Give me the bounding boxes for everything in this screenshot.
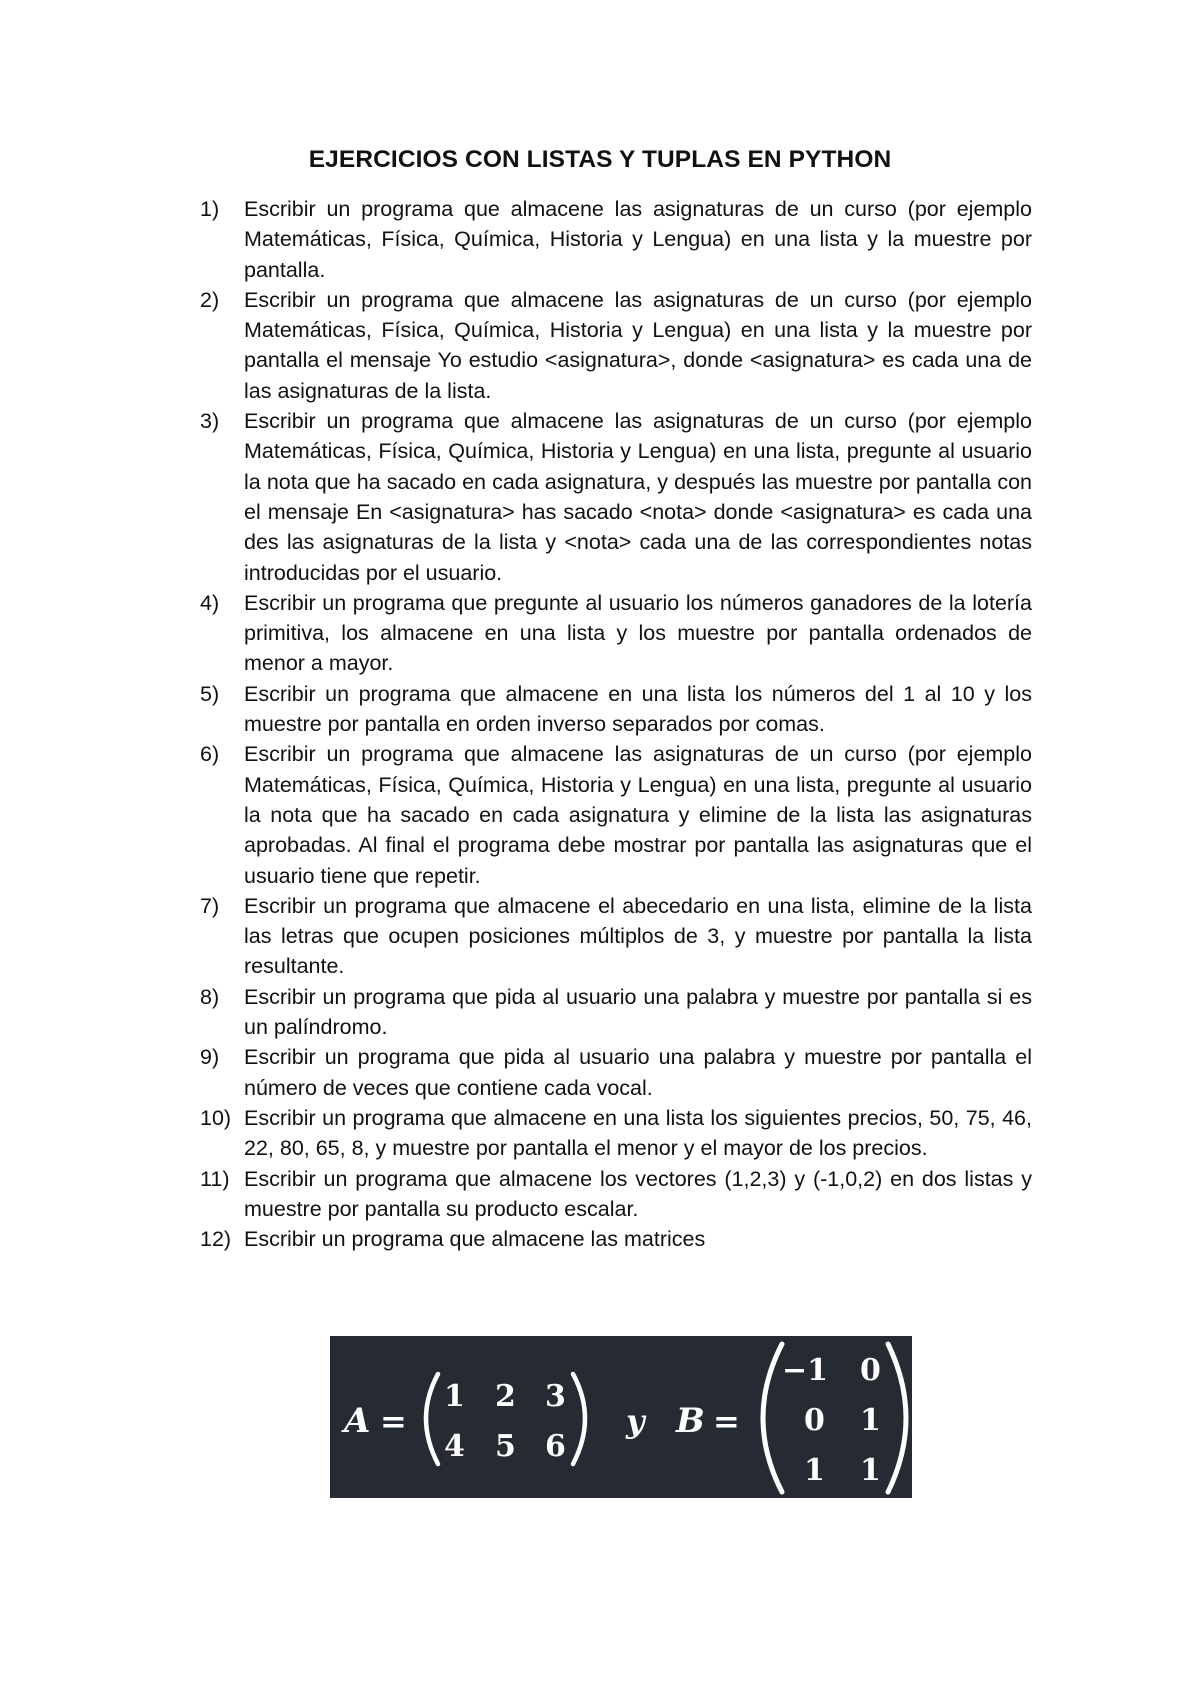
matrix-b-right-paren [888,1344,906,1492]
matrix-a-cell: 5 [495,1429,516,1464]
exercise-text: Escribir un programa que almacene las asignaturas de un curso (por ejemplo Matemáticas, Física, Química, Historia y Lengua) en una lista, pregunte al usuario la nota que ha sacado en cada asignatura y elimine de la lista las asignaturas aprobadas. Al final el programa debe mostrar por pantalla las asignaturas que el usuario tiene que repetir. [244,742,1032,888]
matrix-formula [330,1336,912,1498]
exercise-text: Escribir un programa que almacene las asignaturas de un curso (por ejemplo Matemáticas, Física, Química, Historia y Lengua) en una lista y la muestre por pantalla. [244,197,1032,282]
matrix-a-cell: 6 [545,1429,566,1464]
exercise-number: 5) [200,681,220,706]
matrix-a-cell: 1 [444,1379,465,1414]
exercise-number: 3) [200,409,220,434]
exercise-number: 6) [200,742,220,767]
exercise-list [200,194,1032,1254]
exercise-text: Escribir un programa que pida al usuario una palabra y muestre por pantalla si es un palíndromo. [244,984,1032,1040]
exercise-number: 7) [200,893,220,918]
matrix-b-cell: 1 [860,1453,881,1488]
exercise-text: Escribir un programa que almacene las asignaturas de un curso (por ejemplo Matemáticas, Física, Química, Historia y Lengua) en una lista y la muestre por pantalla el mensaje Yo estudio <asignatura>, donde <asignatura> es cada una de las asignaturas de la lista. [244,287,1032,403]
exercise-item [200,1164,1032,1225]
exercise-item [200,588,1032,679]
matrix-b-cell: 0 [804,1403,825,1438]
matrix-a-cell: 2 [495,1379,516,1414]
exercise-number: 9) [200,1045,220,1070]
matrix-a-cell: 3 [545,1379,566,1414]
exercise-number: 2) [200,287,220,312]
exercise-text: Escribir un programa que pregunte al usuario los números ganadores de la lotería primitiva, los almacene en una lista y los muestre por pantalla ordenados de menor a mayor. [244,590,1032,676]
exercise-text: Escribir un programa que pida al usuario una palabra y muestre por pantalla el número de veces que contiene cada vocal. [244,1045,1032,1100]
exercise-item [200,891,1032,982]
exercise-number: 1) [200,197,220,221]
matrix-b-left-paren [763,1344,782,1492]
equals-sign: = [380,1402,407,1440]
matrix-b-cell: 1 [860,1403,881,1438]
exercise-text: Escribir un programa que almacene en una lista los siguientes precios, 50, 75, 46, 22, 80, 65, 8, y muestre por pantalla el menor y el mayor de los precios. [244,1105,1032,1161]
matrix-a-right-paren [573,1374,585,1464]
exercise-item [200,1224,1032,1254]
exercise-number: 4) [200,590,220,615]
exercise-number: 10) [200,1105,232,1130]
exercise-item [200,194,1032,285]
exercise-text: Escribir un programa que almacene las asignaturas de un curso (por ejemplo Matemáticas, Física, Química, Historia y Lengua) en una lista, pregunte al usuario la nota que ha sacado en cada asignatura, y después las muestre por pantalla con el mensaje En <asignatura> has sacado <nota> donde <asignatura> es cada una des las asignaturas de la lista y <nota> cada una de las correspondientes notas introducidas por el usuario. [244,409,1032,585]
matrix-a-cell: 4 [444,1429,465,1464]
conjunction-y: y [626,1402,645,1440]
exercise-item [200,739,1032,890]
exercise-item [200,1103,1032,1164]
exercise-text: Escribir un programa que almacene el abecedario en una lista, elimine de la lista las letras que ocupen posiciones múltiplos de 3, y muestre por pantalla la lista resultante. [244,893,1032,979]
matrix-b-cell: 1 [804,1453,825,1488]
document-title: EJERCICIOS CON LISTAS Y TUPLAS EN PYTHON [308,146,892,173]
matrix-b-cell: 0 [860,1353,881,1388]
exercise-number: 11) [200,1166,230,1191]
exercise-text: Escribir un programa que almacene las matrices [244,1227,706,1252]
matrix-a-left-paren [426,1374,438,1464]
exercise-text: Escribir un programa que almacene en una lista los números del 1 al 10 y los muestre por pantalla en orden inverso separados por comas. [244,681,1032,737]
matrix-b-name: B [676,1401,705,1441]
exercise-item [200,1042,1032,1103]
equals-sign: = [713,1402,740,1440]
matrix-b-cell: −1 [782,1353,829,1388]
exercise-item [200,285,1032,406]
exercise-text: Escribir un programa que almacene los vectores (1,2,3) y (-1,0,2) en dos listas y muestre por pantalla su producto escalar. [244,1166,1032,1221]
matrix-a-name: A [344,1401,371,1441]
exercise-item [200,982,1032,1043]
exercise-item [200,679,1032,740]
exercise-item [200,406,1032,588]
exercise-number: 8) [200,984,220,1009]
matrix-formula-image [330,1336,912,1498]
exercise-number: 12) [200,1227,232,1252]
